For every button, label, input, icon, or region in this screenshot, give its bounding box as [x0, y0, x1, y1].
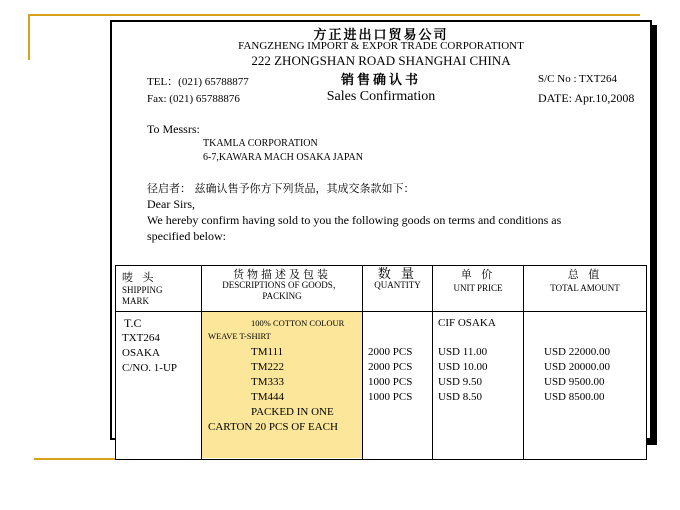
fax: Fax: (021) 65788876 — [147, 93, 240, 105]
header-shipping-mark: 唛 头 SHIPPING MARK — [122, 271, 163, 306]
document-title-cn: 销售确认书 — [340, 73, 421, 88]
item-model: TM333 — [251, 376, 284, 388]
item-total: USD 9500.00 — [544, 376, 605, 388]
decorative-top-line — [28, 14, 640, 16]
description-line: WEAVE T-SHIRT — [208, 331, 271, 341]
item-model: TM222 — [251, 361, 284, 373]
item-quantity: 1000 PCS — [368, 376, 413, 388]
document-date: DATE: Apr.10,2008 — [538, 91, 635, 105]
shipping-mark-line: TXT264 — [122, 332, 160, 344]
company-address: 222 ZHONGSHAN ROAD SHANGHAI CHINA — [251, 53, 511, 68]
company-name-cn: 方正进出口贸易公司 — [313, 28, 449, 43]
telephone: TEL：(021) 65788877 — [147, 76, 249, 88]
header-total-amount: 总 值 TOTAL AMOUNT — [550, 268, 620, 293]
document-title-en: Sales Confirmation — [326, 89, 436, 104]
header-unit-price: 单 价 UNIT PRICE — [453, 268, 503, 293]
column-divider — [432, 266, 433, 459]
item-quantity: 1000 PCS — [368, 391, 413, 403]
confirmation-text-line2: specified below: — [147, 229, 226, 243]
header-description: 货物描述及包装 DESCRIPTIONS OF GOODS， PACKING — [222, 268, 342, 301]
item-total: USD 22000.00 — [544, 346, 611, 358]
confirmation-text-line1: We hereby confirm having sold to you the following goods on terms and conditions as — [147, 213, 562, 227]
shipping-mark-line: OSAKA — [122, 347, 160, 359]
header-divider — [116, 311, 646, 312]
shipping-mark-line: T.C — [124, 316, 142, 330]
item-model: TM444 — [251, 391, 284, 403]
item-model: TM111 — [251, 346, 284, 358]
header-quantity: 数 量 QUANTITY — [374, 267, 421, 290]
item-total: USD 8500.00 — [544, 391, 605, 403]
column-divider — [523, 266, 524, 459]
price-term: CIF OSAKA — [438, 317, 496, 329]
company-name-en: FANGZHENG IMPORT & EXPOR TRADE CORPORATIONT — [238, 40, 524, 52]
item-unit-price: USD 8.50 — [438, 391, 483, 403]
description-line: 100% COTTON COLOUR — [251, 318, 345, 328]
greeting-cn: 径启者： 兹确认售予你方下列货品，其成交条款如下： — [147, 182, 415, 195]
item-total: USD 20000.00 — [544, 361, 611, 373]
sc-number: S/C No : TXT264 — [538, 73, 617, 85]
item-quantity: 2000 PCS — [368, 346, 413, 358]
item-quantity: 2000 PCS — [368, 361, 413, 373]
item-unit-price: USD 9.50 — [438, 376, 483, 388]
buyer-address: 6-7,KAWARA MACH OSAKA JAPAN — [203, 152, 363, 163]
packing-line: PACKED IN ONE — [251, 406, 334, 418]
packing-line: CARTON 20 PCS OF EACH — [208, 421, 338, 433]
goods-table — [115, 265, 647, 460]
item-unit-price: USD 10.00 — [438, 361, 488, 373]
to-messrs-label: To Messrs: — [147, 122, 200, 136]
column-divider — [362, 266, 363, 459]
greeting-en: Dear Sirs, — [147, 197, 195, 211]
decorative-left-line — [28, 14, 30, 60]
buyer-company: TKAMLA CORPORATION — [203, 138, 318, 149]
item-unit-price: USD 11.00 — [438, 346, 488, 358]
shipping-mark-line: C/NO. 1-UP — [122, 362, 178, 374]
